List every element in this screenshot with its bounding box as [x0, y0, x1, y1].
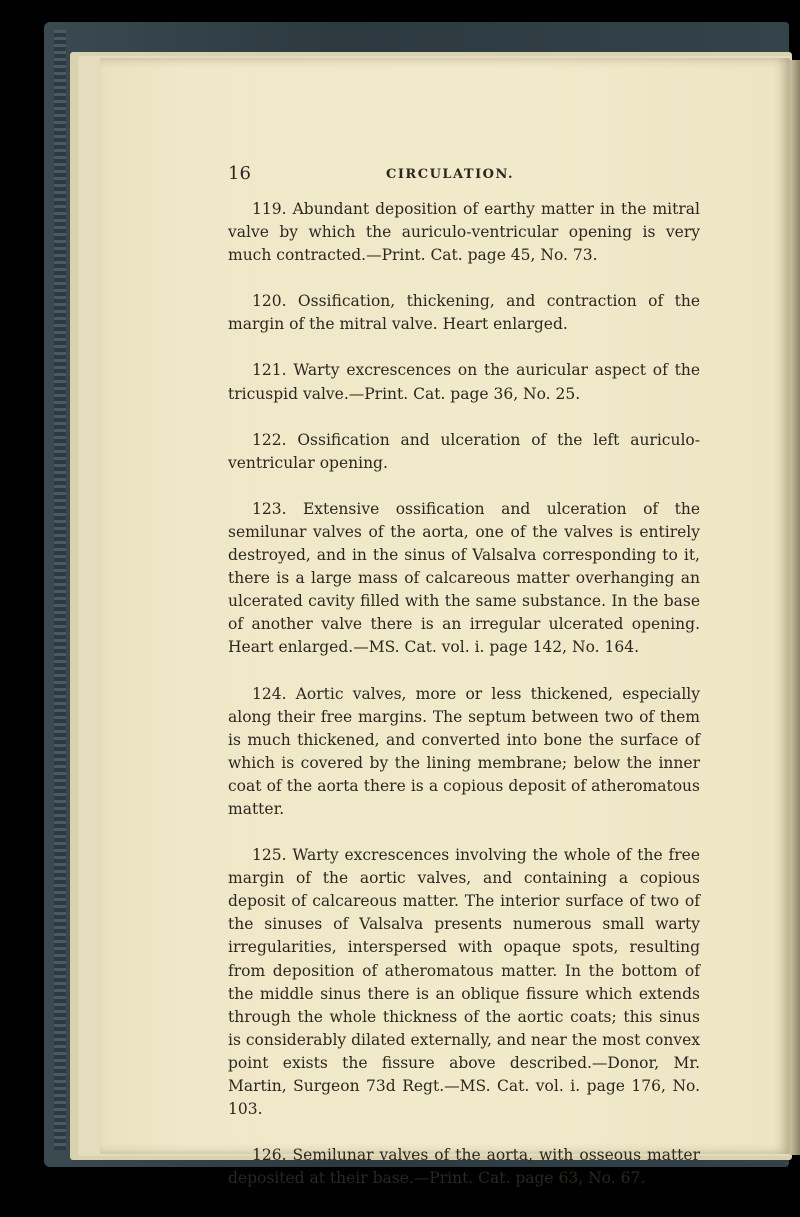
catalog-entry-121	[228, 359, 700, 405]
right-page-edge	[789, 60, 800, 1155]
entry-text: Abundant deposition of earthy matter in the mitral valve by which the auriculo-ventricular opening is very much contracted.—Print. Cat. page 45, No. 73.	[228, 200, 700, 265]
catalog-entry-123	[228, 498, 700, 660]
entry-text: Aortic valves, more or less thickened, especially along their free margins. The septum between two of them is much thickened, and converted into bone the surface of which is covered by the lining membrane; below the inner coat of the aorta there is a copious deposit of atheromatous matter.	[228, 684, 700, 818]
running-head	[228, 163, 698, 189]
entry-number: 119.	[252, 200, 287, 218]
cover-binding-stripe	[54, 30, 66, 1150]
entry-number: 124.	[252, 684, 287, 703]
entry-text: Ossification and ulceration of the left auriculo-ventricular opening.	[228, 430, 700, 472]
catalog-entry-119	[228, 198, 700, 267]
catalog-entry-126	[228, 1144, 700, 1190]
page-number: 16	[228, 163, 251, 184]
catalog-entry-122	[228, 429, 700, 475]
text-block	[228, 198, 700, 1213]
entry-number: 122.	[252, 430, 287, 449]
catalog-entry-124	[228, 683, 700, 822]
entry-text: Semilunar valves of the aorta, with osseous matter deposited at their base.—Print. Cat. page 63, No. 67.	[228, 1146, 700, 1188]
entry-number: 120.	[252, 292, 287, 311]
entry-number: 126.	[252, 1146, 287, 1165]
header-title: CIRCULATION.	[386, 167, 515, 182]
entry-number: 121.	[252, 361, 287, 380]
catalog-entry-120	[228, 290, 700, 336]
catalog-entry-125	[228, 844, 700, 1121]
entry-number: 125.	[252, 846, 287, 865]
entry-text: Warty excrescences on the auricular aspect of the tricuspid valve.—Print. Cat. page 36, No. 25.	[228, 361, 700, 403]
entry-text: Extensive ossification and ulceration of the semilunar valves of the aorta, one of the valves is entirely destroyed, and in the sinus of Valsalva corresponding to it, there is a large mass of calcareous matter overhanging an ulcerated cavity filled with the same substance. In the base of another valve there is an irregular ulcerated opening. Heart enlarged.—MS. Cat. vol. i. page 142, No. 164.	[228, 499, 700, 657]
entry-number: 123.	[252, 499, 287, 518]
entry-text: Ossification, thickening, and contraction of the margin of the mitral valve. Heart enlarged.	[228, 292, 700, 334]
entry-text: Warty excrescences involving the whole of the free margin of the aortic valves, and containing a copious deposit of calcareous matter. The interior surface of two of the sinuses of Valsalva presents numerous small warty irregularities, interspersed with opaque spots, resulting from deposition of atheromatous matter. In the bottom of the middle sinus there is an oblique fissure which extends through the whole thickness of the aortic coats; this sinus is considerably dilated externally, and near the most convex point exists the fissure above described.—Donor, Mr. Martin, Surgeon 73d Regt.—MS. Cat. vol. i. page 176, No. 103.	[228, 846, 700, 1119]
